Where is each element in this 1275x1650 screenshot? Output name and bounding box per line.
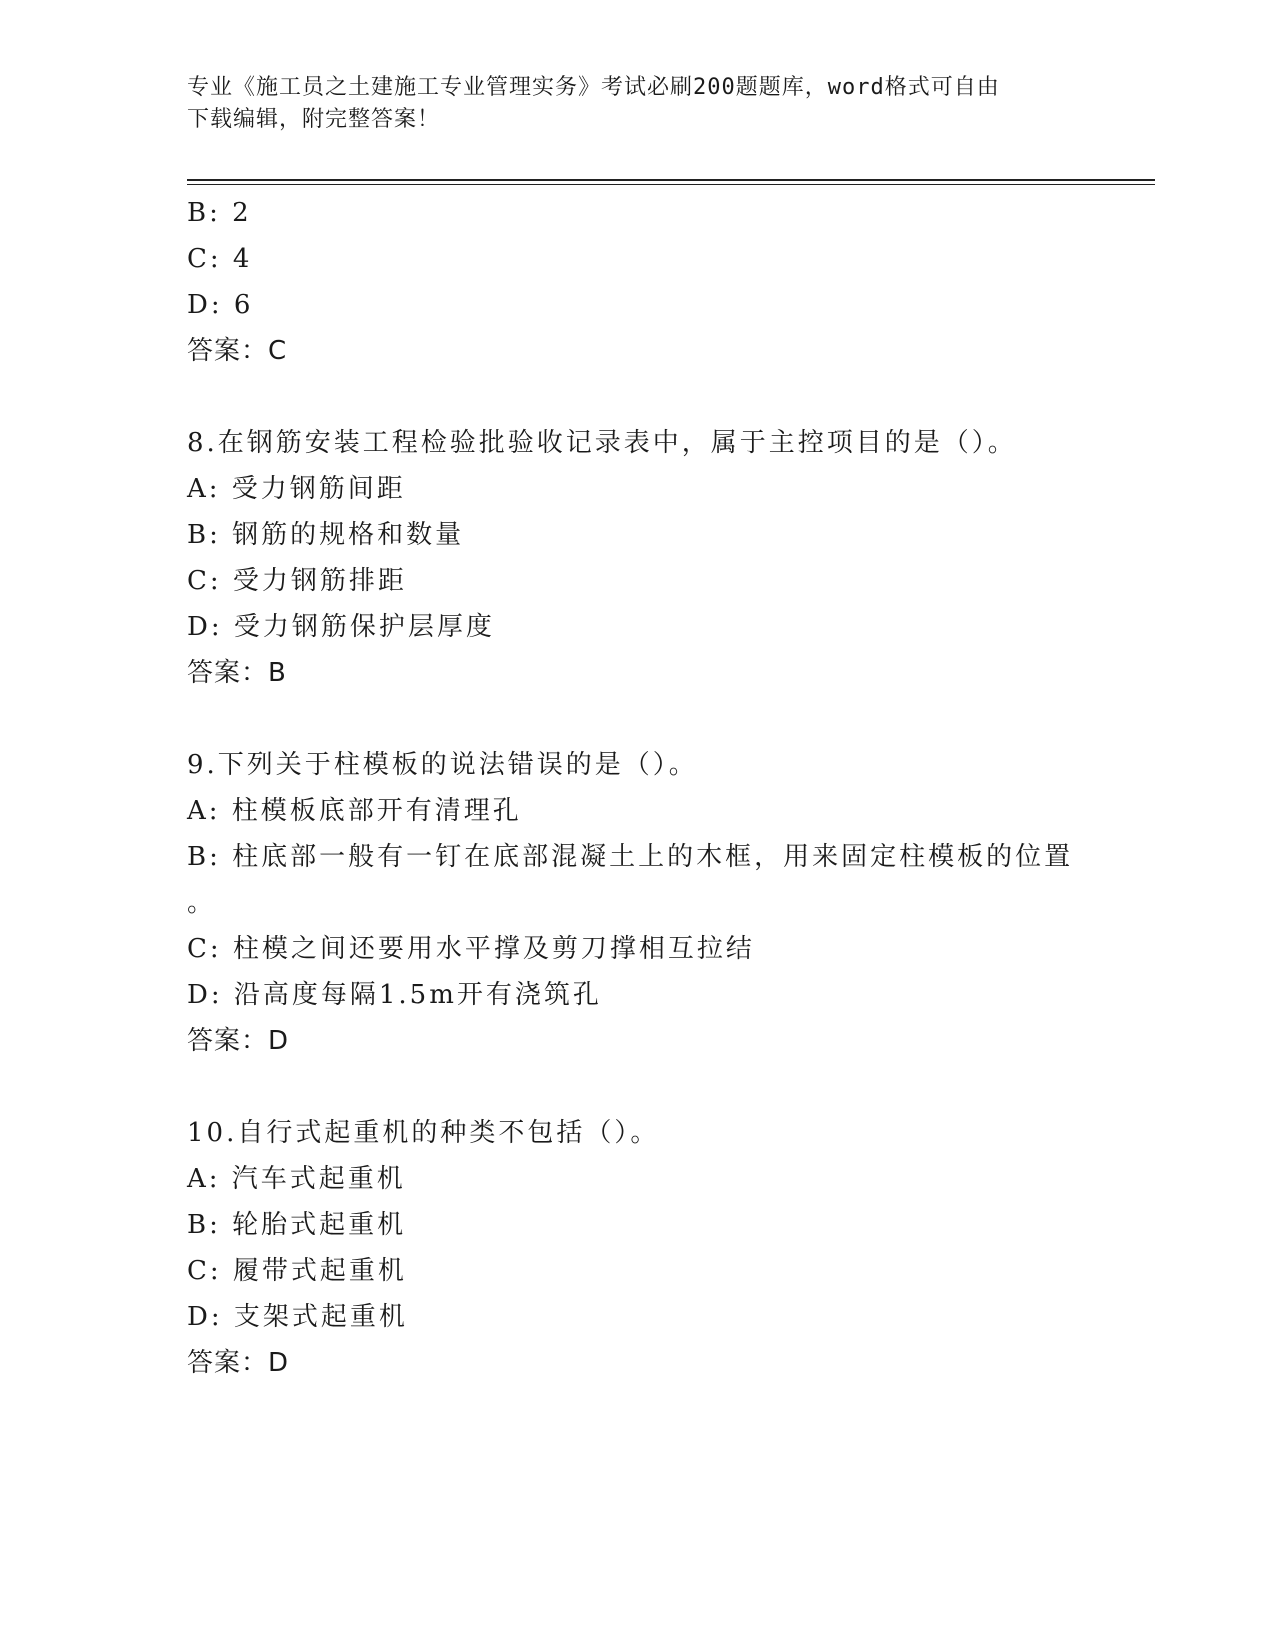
question-stem: 8.在钢筋安装工程检验批验收记录表中，属于主控项目的是（）。 — [187, 428, 1017, 458]
option-d: D: 6 — [187, 290, 254, 320]
question-10 — [187, 1110, 1087, 1386]
option-d: D: 支架式起重机 — [187, 1302, 408, 1332]
header-line-2: 下载编辑，附完整答案！ — [187, 107, 441, 132]
answer: 答案：D — [187, 1348, 290, 1378]
question-7-tail — [187, 190, 1087, 374]
option-c: C: 履带式起重机 — [187, 1256, 407, 1286]
question-9 — [187, 742, 1087, 1064]
option-d: D: 受力钢筋保护层厚度 — [187, 612, 495, 642]
option-b: B: 钢筋的规格和数量 — [187, 520, 465, 550]
document-header — [187, 72, 1087, 136]
option-b: B: 轮胎式起重机 — [187, 1210, 407, 1240]
answer: 答案：B — [187, 658, 287, 688]
answer: 答案：D — [187, 1026, 290, 1056]
question-stem: 10.自行式起重机的种类不包括（）。 — [187, 1118, 660, 1148]
option-c: C: 4 — [187, 244, 253, 274]
question-stem: 9.下列关于柱模板的说法错误的是（）。 — [187, 750, 698, 780]
header-rule-thick — [187, 179, 1155, 181]
option-c: C: 柱模之间还要用水平撑及剪刀撑相互拉结 — [187, 934, 755, 964]
question-8 — [187, 420, 1087, 696]
option-b: B: 2 — [187, 198, 252, 228]
option-c: C: 受力钢筋排距 — [187, 566, 407, 596]
header-rule-thin — [187, 184, 1155, 185]
option-b-continuation: 。 — [187, 888, 214, 918]
answer: 答案：C — [187, 336, 288, 366]
option-a: A: 汽车式起重机 — [187, 1164, 406, 1194]
option-d: D: 沿高度每隔1.5m开有浇筑孔 — [187, 980, 602, 1010]
option-a: A: 柱模板底部开有清理孔 — [187, 796, 522, 826]
question-list — [187, 190, 1087, 1386]
option-b: B: 柱底部一般有一钉在底部混凝土上的木框，用来固定柱模板的位置 — [187, 842, 1074, 872]
option-a: A: 受力钢筋间距 — [187, 474, 406, 504]
header-line-1: 专业《施工员之土建施工专业管理实务》考试必刷200题题库，word格式可自由 — [187, 75, 1000, 100]
